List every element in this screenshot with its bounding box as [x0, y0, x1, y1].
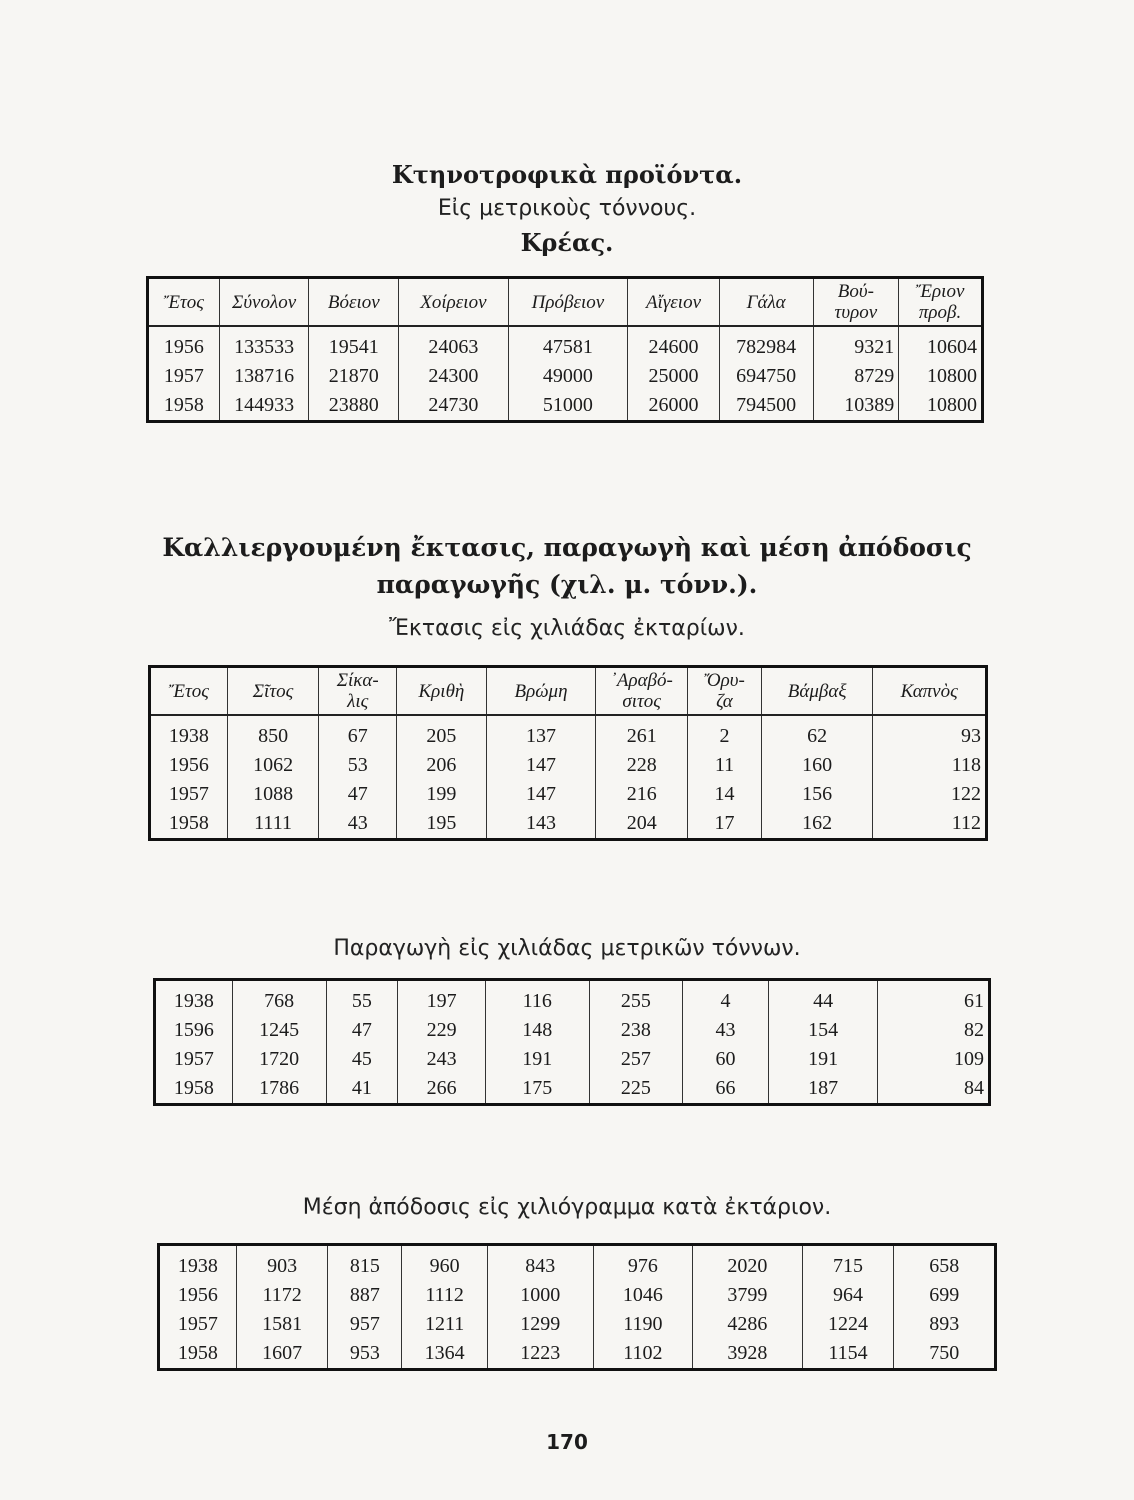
value-cell: 229	[398, 1016, 486, 1045]
value-cell: 24600	[628, 326, 720, 362]
col-pork: Χοίρειον	[399, 278, 509, 327]
value-cell: 1224	[802, 1310, 894, 1339]
value-cell: 850	[227, 715, 319, 751]
col-year: Ἔτος	[150, 667, 228, 716]
table-row	[148, 326, 983, 362]
value-cell: 187	[768, 1074, 878, 1105]
value-cell: 4	[683, 980, 769, 1017]
table-row	[148, 362, 983, 391]
value-cell: 903	[236, 1245, 328, 1282]
value-cell: 24063	[399, 326, 509, 362]
value-cell: 1211	[402, 1310, 488, 1339]
col-mutton: Πρόβειον	[508, 278, 628, 327]
table-row	[150, 809, 987, 840]
value-cell: 154	[768, 1016, 878, 1045]
value-cell: 8729	[813, 362, 899, 391]
table-row	[150, 715, 987, 751]
livestock-title: Κτηνοτροφικὰ προϊόντα.	[391, 160, 743, 189]
value-cell: 10800	[899, 391, 983, 422]
meat-table	[146, 276, 984, 423]
area-caption: Ἔκτασις εἰς χιλιάδας ἐκταρίων.	[389, 616, 745, 641]
value-cell: 887	[328, 1281, 402, 1310]
value-cell: 1112	[402, 1281, 488, 1310]
value-cell: 23880	[309, 391, 399, 422]
value-cell: 1172	[236, 1281, 328, 1310]
table-row	[159, 1281, 996, 1310]
value-cell: 197	[398, 980, 486, 1017]
value-cell: 43	[683, 1016, 769, 1045]
crops-title-line1: Καλλιεργουμένη ἔκτασις, παραγωγὴ καὶ μέση ἀπόδοσις	[162, 533, 972, 562]
value-cell: 1111	[227, 809, 319, 840]
area-table	[148, 665, 988, 841]
value-cell: 976	[593, 1245, 693, 1282]
value-cell: 156	[761, 780, 873, 809]
col-milk: Γάλα	[719, 278, 813, 327]
value-cell: 768	[232, 980, 326, 1017]
value-cell: 1046	[593, 1281, 693, 1310]
value-cell: 55	[326, 980, 398, 1017]
table-row	[159, 1339, 996, 1370]
value-cell: 199	[397, 780, 487, 809]
value-cell: 175	[485, 1074, 589, 1105]
value-cell: 47581	[508, 326, 628, 362]
value-cell: 19541	[309, 326, 399, 362]
value-cell: 964	[802, 1281, 894, 1310]
production-table	[153, 978, 991, 1106]
value-cell: 109	[878, 1045, 990, 1074]
value-cell: 14	[688, 780, 762, 809]
value-cell: 61	[878, 980, 990, 1017]
table-row	[150, 780, 987, 809]
value-cell: 66	[683, 1074, 769, 1105]
value-cell: 47	[326, 1016, 398, 1045]
value-cell: 206	[397, 751, 487, 780]
value-cell: 204	[596, 809, 688, 840]
year-cell: 1958	[155, 1074, 233, 1105]
value-cell: 4286	[693, 1310, 803, 1339]
table-row	[150, 751, 987, 780]
table-row	[159, 1310, 996, 1339]
col-beef: Βόειον	[309, 278, 399, 327]
value-cell: 1299	[487, 1310, 593, 1339]
value-cell: 255	[589, 980, 683, 1017]
value-cell: 658	[894, 1245, 996, 1282]
value-cell: 261	[596, 715, 688, 751]
value-cell: 195	[397, 809, 487, 840]
value-cell: 1088	[227, 780, 319, 809]
year-cell: 1938	[159, 1245, 237, 1282]
col-barley: Κριθὴ	[397, 667, 487, 716]
year-cell: 1956	[148, 326, 220, 362]
year-cell: 1958	[150, 809, 228, 840]
value-cell: 162	[761, 809, 873, 840]
value-cell: 10604	[899, 326, 983, 362]
value-cell: 815	[328, 1245, 402, 1282]
value-cell: 1000	[487, 1281, 593, 1310]
value-cell: 843	[487, 1245, 593, 1282]
yield-table	[157, 1243, 997, 1371]
value-cell: 1786	[232, 1074, 326, 1105]
value-cell: 191	[768, 1045, 878, 1074]
col-tobacco: Καπνὸς	[873, 667, 987, 716]
col-rice: Ὄρυ- ζα	[688, 667, 762, 716]
livestock-unit-caption: Εἰς μετρικοὺς τόννους.	[437, 196, 697, 221]
value-cell: 148	[485, 1016, 589, 1045]
value-cell: 41	[326, 1074, 398, 1105]
value-cell: 957	[328, 1310, 402, 1339]
value-cell: 238	[589, 1016, 683, 1045]
value-cell: 24730	[399, 391, 509, 422]
value-cell: 62	[761, 715, 873, 751]
table-row	[155, 980, 990, 1017]
table-row	[159, 1245, 996, 1282]
col-butter: Βού- τυρον	[813, 278, 899, 327]
meat-header-row	[148, 278, 983, 327]
value-cell: 750	[894, 1339, 996, 1370]
value-cell: 216	[596, 780, 688, 809]
value-cell: 116	[485, 980, 589, 1017]
value-cell: 782984	[719, 326, 813, 362]
value-cell: 122	[873, 780, 987, 809]
col-oats: Βρώμη	[486, 667, 596, 716]
value-cell: 953	[328, 1339, 402, 1370]
year-cell: 1938	[155, 980, 233, 1017]
col-cotton: Βάμβαξ	[761, 667, 873, 716]
value-cell: 2	[688, 715, 762, 751]
value-cell: 47	[319, 780, 397, 809]
value-cell: 3799	[693, 1281, 803, 1310]
value-cell: 143	[486, 809, 596, 840]
value-cell: 1245	[232, 1016, 326, 1045]
year-cell: 1957	[155, 1045, 233, 1074]
value-cell: 84	[878, 1074, 990, 1105]
value-cell: 133533	[219, 326, 309, 362]
value-cell: 147	[486, 780, 596, 809]
table-row	[155, 1074, 990, 1105]
value-cell: 1607	[236, 1339, 328, 1370]
col-total: Σύνολον	[219, 278, 309, 327]
year-cell: 1957	[148, 362, 220, 391]
year-cell: 1958	[148, 391, 220, 422]
value-cell: 191	[485, 1045, 589, 1074]
col-wool: Ἔριον προβ.	[899, 278, 983, 327]
value-cell: 137	[486, 715, 596, 751]
value-cell: 893	[894, 1310, 996, 1339]
crops-title-line2: παραγωγῆς (χιλ. μ. τόνν.).	[376, 570, 758, 599]
col-rye: Σίκα- λις	[319, 667, 397, 716]
table-row	[155, 1045, 990, 1074]
year-cell: 1957	[150, 780, 228, 809]
value-cell: 266	[398, 1074, 486, 1105]
value-cell: 144933	[219, 391, 309, 422]
value-cell: 51000	[508, 391, 628, 422]
value-cell: 53	[319, 751, 397, 780]
value-cell: 93	[873, 715, 987, 751]
value-cell: 1581	[236, 1310, 328, 1339]
value-cell: 25000	[628, 362, 720, 391]
value-cell: 1720	[232, 1045, 326, 1074]
value-cell: 10389	[813, 391, 899, 422]
value-cell: 26000	[628, 391, 720, 422]
year-cell: 1596	[155, 1016, 233, 1045]
value-cell: 147	[486, 751, 596, 780]
value-cell: 112	[873, 809, 987, 840]
value-cell: 11	[688, 751, 762, 780]
value-cell: 1364	[402, 1339, 488, 1370]
value-cell: 21870	[309, 362, 399, 391]
value-cell: 225	[589, 1074, 683, 1105]
value-cell: 43	[319, 809, 397, 840]
value-cell: 67	[319, 715, 397, 751]
value-cell: 243	[398, 1045, 486, 1074]
yield-caption: Μέση ἀπόδοσις εἰς χιλιόγραμμα κατὰ ἐκτάριον.	[302, 1195, 832, 1220]
col-wheat: Σῖτος	[227, 667, 319, 716]
value-cell: 60	[683, 1045, 769, 1074]
value-cell: 1102	[593, 1339, 693, 1370]
value-cell: 715	[802, 1245, 894, 1282]
value-cell: 45	[326, 1045, 398, 1074]
year-cell: 1956	[159, 1281, 237, 1310]
value-cell: 1154	[802, 1339, 894, 1370]
col-maize: ᾿Αραβό- σιτος	[596, 667, 688, 716]
value-cell: 960	[402, 1245, 488, 1282]
value-cell: 257	[589, 1045, 683, 1074]
area-header-row	[150, 667, 987, 716]
year-cell: 1958	[159, 1339, 237, 1370]
meat-heading: Κρέας.	[520, 228, 614, 257]
value-cell: 3928	[693, 1339, 803, 1370]
value-cell: 24300	[399, 362, 509, 391]
value-cell: 17	[688, 809, 762, 840]
value-cell: 1062	[227, 751, 319, 780]
value-cell: 694750	[719, 362, 813, 391]
value-cell: 9321	[813, 326, 899, 362]
value-cell: 160	[761, 751, 873, 780]
value-cell: 228	[596, 751, 688, 780]
year-cell: 1938	[150, 715, 228, 751]
value-cell: 82	[878, 1016, 990, 1045]
value-cell: 205	[397, 715, 487, 751]
value-cell: 2020	[693, 1245, 803, 1282]
col-goat: Αἴγειον	[628, 278, 720, 327]
value-cell: 794500	[719, 391, 813, 422]
page-number: 170	[546, 1430, 588, 1454]
year-cell: 1957	[159, 1310, 237, 1339]
table-row	[148, 391, 983, 422]
col-year: Ἔτος	[148, 278, 220, 327]
table-row	[155, 1016, 990, 1045]
production-caption: Παραγωγὴ εἰς χιλιάδας μετρικῶν τόννων.	[333, 936, 801, 961]
value-cell: 44	[768, 980, 878, 1017]
value-cell: 1223	[487, 1339, 593, 1370]
value-cell: 118	[873, 751, 987, 780]
value-cell: 699	[894, 1281, 996, 1310]
value-cell: 1190	[593, 1310, 693, 1339]
value-cell: 49000	[508, 362, 628, 391]
value-cell: 10800	[899, 362, 983, 391]
year-cell: 1956	[150, 751, 228, 780]
value-cell: 138716	[219, 362, 309, 391]
